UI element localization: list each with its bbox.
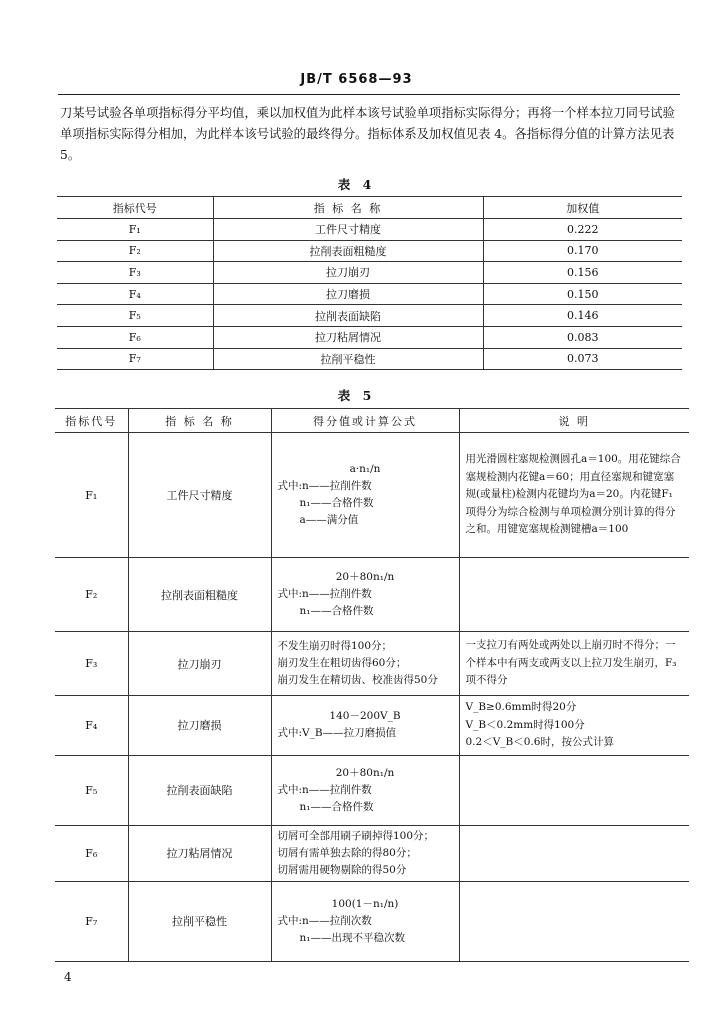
table5-cell-name: 拉刀粘屑情况 (128, 825, 271, 881)
table5-cell-name: 拉刀崩刃 (128, 632, 271, 696)
table5-header-desc: 说 明 (459, 409, 689, 433)
table5-cell-code: F₂ (55, 558, 128, 632)
table4-row (57, 305, 682, 327)
table4-cell-code: F₄ (57, 283, 213, 305)
table5 (55, 408, 689, 962)
formula-line: 切屑需用硬物剔除的得50分 (277, 863, 407, 876)
table4-caption: 表 4 (337, 177, 376, 192)
table4-cell-weight: 0.073 (483, 348, 682, 370)
table5-row (55, 632, 689, 696)
table5-cell-name: 拉刀磨损 (128, 696, 271, 756)
table4-cell-weight: 0.156 (483, 262, 682, 284)
table5-cell-formula (271, 825, 459, 881)
table5-row (55, 433, 689, 558)
table5-cell-formula (271, 632, 459, 696)
header-rule (58, 94, 680, 95)
table4-cell-code: F₃ (57, 262, 213, 284)
table5-cell-formula (271, 755, 459, 825)
table4-cell-weight: 0.222 (483, 219, 682, 241)
formula-line: n₁——合格件数 (299, 605, 374, 617)
table5-header-code: 指标代号 (55, 409, 128, 433)
table5-cell-name: 拉削表面缺陷 (128, 755, 271, 825)
table4-row (57, 219, 682, 241)
formula-line: 不发生崩刃时得100分； (277, 640, 393, 652)
formula-line: a——满分值 (299, 514, 359, 526)
table5-cell-code: F₄ (55, 696, 128, 756)
table5-cell-desc: V_B≥0.6mm时得20分 V_B＜0.2mm时得100分 0.2＜V_B＜0.6时，按公式计算 (459, 696, 689, 756)
formula-line: n₁——合格件数 (299, 497, 374, 509)
page-number: 4 (64, 970, 72, 984)
table5-cell-code: F₁ (55, 433, 128, 558)
table4-cell-code: F₇ (57, 348, 213, 370)
formula-line: 式中:n——拉削件数 (277, 480, 372, 492)
table5-row (55, 696, 689, 756)
formula-line: 式中:n——拉削件数 (277, 588, 372, 600)
table5-cell-desc (459, 825, 689, 881)
intro-paragraph: 刀某号试验各单项指标得分平均值，乘以加权值为此样本该号试验单项指标实际得分；再将一个样本拉刀同号试验单项指标实际得分相加，为此样本该号试验的最终得分。指标体系及加权值见表 4。各指标得分值的计算方法见表 5。 (60, 106, 675, 162)
table4-cell-weight: 0.083 (483, 326, 682, 348)
table5-cell-formula (271, 696, 459, 756)
table4-cell-code: F₅ (57, 305, 213, 327)
formula-line: 崩刃发生在精切齿、校准齿得50分 (277, 674, 438, 686)
table5-header-name: 指 标 名 称 (128, 409, 271, 433)
table5-cell-formula (271, 558, 459, 632)
table5-cell-desc: 一支拉刀有两处或两处以上崩刃时不得分；一个样本中有两支或两支以上拉刀发生崩刃，F₃项不得分 (459, 632, 689, 696)
table4-row (57, 326, 682, 348)
formula-line: 140－200V_B (329, 710, 401, 723)
table4-cell-name: 拉削表面缺陷 (213, 305, 483, 327)
table5-row (55, 881, 689, 961)
table4-cell-name: 拉削平稳性 (213, 348, 483, 370)
table4-cell-code: F₆ (57, 326, 213, 348)
table4-cell-weight: 0.146 (483, 305, 682, 327)
formula-line: 20＋80n₁/n (335, 766, 395, 779)
table5-cell-formula (271, 433, 459, 558)
table4-cell-code: F₁ (57, 219, 213, 241)
table5-row (55, 755, 689, 825)
formula-line: 20＋80n₁/n (335, 571, 395, 583)
formula-line: 式中:n——拉削次数 (277, 914, 372, 927)
table5-cell-formula (271, 881, 459, 961)
formula-line: 崩刃发生在粗切齿得60分； (277, 657, 407, 669)
table4-row (57, 283, 682, 305)
table5-cell-desc (459, 558, 689, 632)
table5-cell-name: 拉削平稳性 (128, 881, 271, 961)
table5-cell-name: 工件尺寸精度 (128, 433, 271, 558)
table5-cell-desc: 用光滑圆柱塞规检测圆孔a＝100。用花键综合塞规检测内花键a＝60；用直径塞规和键宽塞规(或量柱)检测内花键均为a＝20。内花键F₁项得分为综合检测与单项检测分别计算的得分之和。用键宽塞规检测键槽a＝100 (459, 433, 689, 558)
table5-cell-code: F₃ (55, 632, 128, 696)
table4-cell-code: F₂ (57, 240, 213, 262)
formula-line: n₁——合格件数 (299, 800, 374, 813)
table4-row (57, 262, 682, 284)
formula-line: 式中:n——拉削件数 (277, 783, 372, 796)
table4-cell-weight: 0.150 (483, 283, 682, 305)
formula-line: 切屑可全部用刷子刷掉得100分； (277, 829, 435, 842)
table5-caption: 表 5 (337, 388, 376, 403)
table4-row (57, 348, 682, 370)
table4-header-code: 指标代号 (57, 197, 213, 219)
table5-row (55, 558, 689, 632)
formula-line: 100(1－n₁/n) (331, 897, 399, 910)
table4-cell-name: 拉刀粘屑情况 (213, 326, 483, 348)
formula-line: a·n₁/n (349, 463, 381, 475)
table4-header-name: 指 标 名 称 (213, 197, 483, 219)
table4-cell-name: 工件尺寸精度 (213, 219, 483, 241)
table5-cell-code: F₅ (55, 755, 128, 825)
table5-cell-code: F₇ (55, 881, 128, 961)
table5-row (55, 825, 689, 881)
table4 (57, 196, 682, 370)
table5-header-formula: 得分值或计算公式 (271, 409, 459, 433)
table4-cell-name: 拉刀磨损 (213, 283, 483, 305)
standard-code-header: JB/T 6568—93 (300, 72, 413, 87)
table4-cell-name: 拉刀崩刃 (213, 262, 483, 284)
table5-cell-code: F₆ (55, 825, 128, 881)
table4-cell-weight: 0.170 (483, 240, 682, 262)
table5-cell-name: 拉削表面粗糙度 (128, 558, 271, 632)
table5-cell-desc (459, 881, 689, 961)
table4-header-weight: 加权值 (483, 197, 682, 219)
formula-line: 式中:V_B——拉刀磨损值 (277, 727, 397, 740)
formula-line: n₁——出现不平稳次数 (299, 931, 405, 944)
table4-row (57, 240, 682, 262)
table5-cell-desc (459, 755, 689, 825)
table4-cell-name: 拉削表面粗糙度 (213, 240, 483, 262)
formula-line: 切屑有需单独去除的得80分； (277, 846, 417, 859)
